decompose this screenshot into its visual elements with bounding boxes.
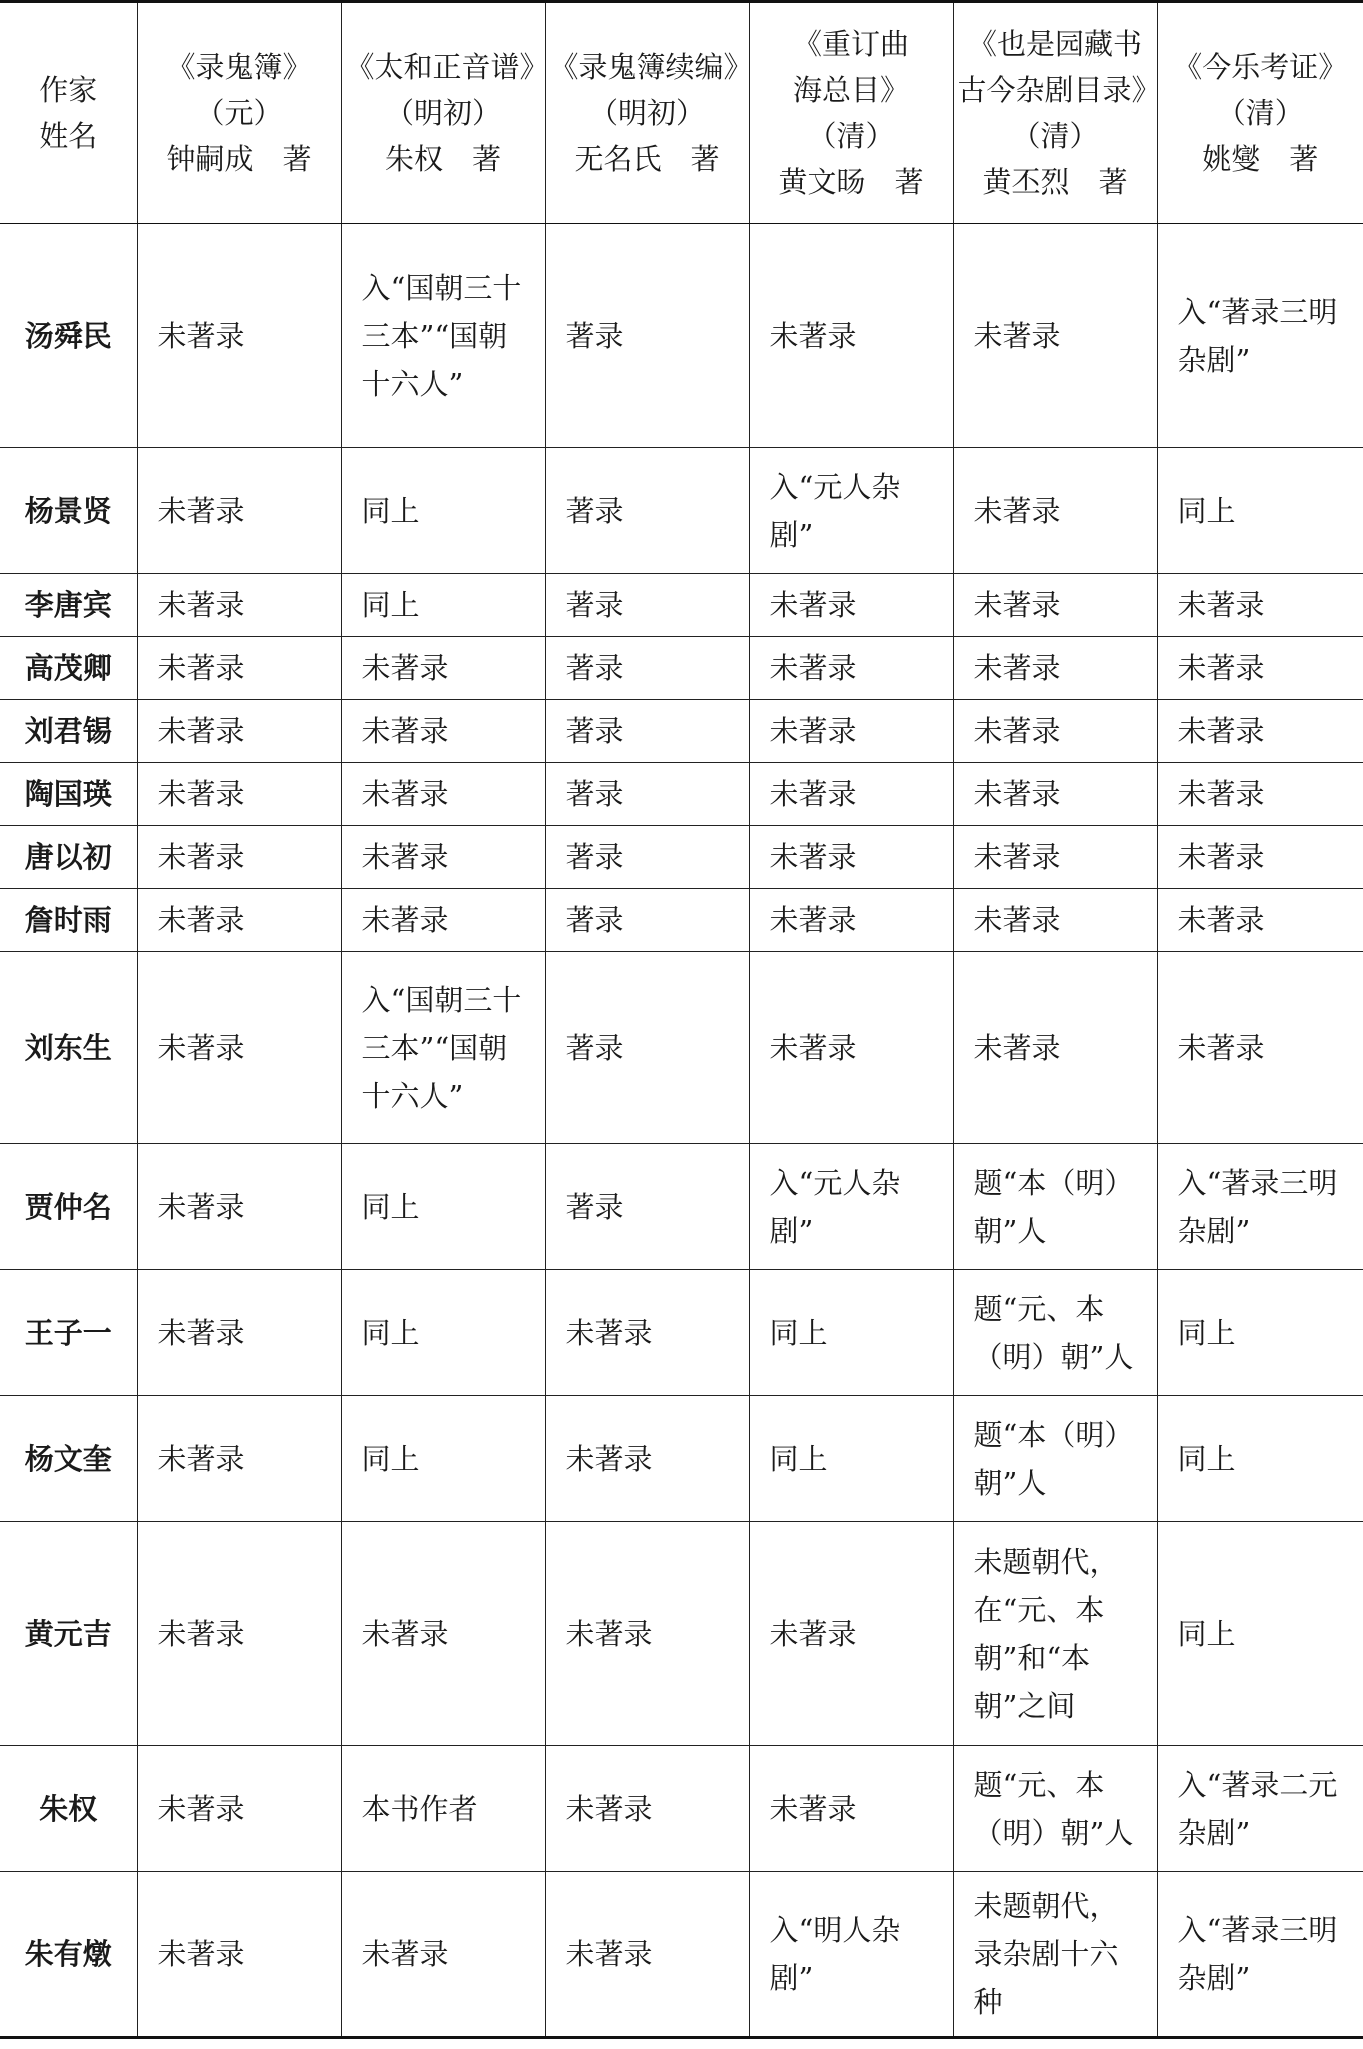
table-row [0, 1144, 1363, 1270]
catalog-cell: 同上 [341, 1144, 545, 1270]
catalog-cell: 未著录 [137, 574, 341, 637]
catalog-cell: 著录 [545, 952, 749, 1144]
catalog-cell: 未著录 [137, 1270, 341, 1396]
table-row [0, 952, 1363, 1144]
header-cell: 《录鬼簿续编》 （明初） 无名氏 著 [545, 2, 749, 224]
catalog-cell: 未著录 [341, 637, 545, 700]
catalog-cell: 未著录 [545, 1522, 749, 1746]
author-name-cell: 黄元吉 [0, 1522, 137, 1746]
catalog-cell: 著录 [545, 700, 749, 763]
catalog-cell: 未著录 [341, 700, 545, 763]
catalog-cell: 未著录 [749, 763, 953, 826]
catalog-cell: 未著录 [749, 224, 953, 448]
author-name-cell: 詹时雨 [0, 889, 137, 952]
author-name-cell: 朱权 [0, 1746, 137, 1872]
author-name-cell: 高茂卿 [0, 637, 137, 700]
catalog-cell: 未著录 [953, 448, 1157, 574]
catalog-cell: 本书作者 [341, 1746, 545, 1872]
catalog-cell: 著录 [545, 1144, 749, 1270]
catalog-cell: 未著录 [137, 448, 341, 574]
header-row [0, 2, 1363, 224]
table-row [0, 224, 1363, 448]
catalog-cell: 著录 [545, 763, 749, 826]
catalog-cell: 题“元、本（明）朝”人 [953, 1270, 1157, 1396]
catalog-cell: 未著录 [749, 1746, 953, 1872]
catalog-cell: 未著录 [341, 1522, 545, 1746]
catalog-cell: 同上 [1157, 1522, 1363, 1746]
catalog-cell: 入“元人杂剧” [749, 1144, 953, 1270]
catalog-cell: 未著录 [137, 1522, 341, 1746]
table-row [0, 1872, 1363, 2038]
catalog-cell: 入“著录三明杂剧” [1157, 1872, 1363, 2038]
catalog-cell: 未著录 [545, 1872, 749, 2038]
header-cell: 《太和正音谱》 （明初） 朱权 著 [341, 2, 545, 224]
catalog-cell: 未著录 [1157, 700, 1363, 763]
catalog-cell: 入“国朝三十三本”“国朝十六人” [341, 952, 545, 1144]
catalog-cell: 未著录 [953, 637, 1157, 700]
catalog-cell: 未著录 [545, 1746, 749, 1872]
catalog-cell: 未著录 [341, 1872, 545, 2038]
author-name-cell: 贾仲名 [0, 1144, 137, 1270]
catalog-cell: 同上 [341, 448, 545, 574]
author-name-cell: 李唐宾 [0, 574, 137, 637]
catalog-cell: 著录 [545, 574, 749, 637]
catalog-cell: 未著录 [1157, 637, 1363, 700]
catalog-cell: 同上 [341, 1396, 545, 1522]
catalog-cell: 同上 [341, 1270, 545, 1396]
catalog-cell: 未著录 [749, 637, 953, 700]
catalog-cell: 未著录 [137, 1396, 341, 1522]
catalog-cell: 未著录 [137, 637, 341, 700]
catalog-cell: 未著录 [1157, 889, 1363, 952]
catalog-cell: 未著录 [749, 574, 953, 637]
catalog-cell: 同上 [341, 574, 545, 637]
catalog-cell: 未著录 [953, 224, 1157, 448]
catalog-cell: 未题朝代，在“元、本朝”和“本朝”之间 [953, 1522, 1157, 1746]
catalog-cell: 未著录 [749, 952, 953, 1144]
catalog-cell: 未著录 [953, 952, 1157, 1144]
catalog-cell: 著录 [545, 448, 749, 574]
table-row [0, 1270, 1363, 1396]
catalog-cell: 未著录 [137, 1872, 341, 2038]
catalog-cell: 未著录 [953, 826, 1157, 889]
author-name-cell: 刘东生 [0, 952, 137, 1144]
author-name-cell: 杨文奎 [0, 1396, 137, 1522]
table-row [0, 700, 1363, 763]
author-name-cell: 陶国瑛 [0, 763, 137, 826]
catalog-cell: 同上 [1157, 448, 1363, 574]
catalog-cell: 未著录 [137, 1144, 341, 1270]
catalog-cell: 同上 [749, 1270, 953, 1396]
catalog-cell: 未著录 [137, 889, 341, 952]
catalog-cell: 未著录 [137, 826, 341, 889]
author-name-cell: 杨景贤 [0, 448, 137, 574]
catalog-cell: 未著录 [749, 700, 953, 763]
catalog-cell: 未著录 [749, 826, 953, 889]
catalog-cell: 入“元人杂剧” [749, 448, 953, 574]
catalog-cell: 未著录 [137, 952, 341, 1144]
catalog-cell: 未著录 [137, 1746, 341, 1872]
catalog-cell: 未著录 [137, 224, 341, 448]
catalog-cell: 未著录 [341, 763, 545, 826]
catalog-cell: 未著录 [749, 1522, 953, 1746]
catalog-cell: 著录 [545, 889, 749, 952]
header-cell: 《今乐考证》 （清） 姚燮 著 [1157, 2, 1363, 224]
header-cell: 作家 姓名 [0, 2, 137, 224]
catalog-cell: 未著录 [953, 889, 1157, 952]
catalog-cell: 未著录 [1157, 763, 1363, 826]
catalog-cell: 未著录 [341, 889, 545, 952]
author-name-cell: 唐以初 [0, 826, 137, 889]
catalog-cell: 未著录 [137, 763, 341, 826]
catalog-cell: 入“著录三明杂剧” [1157, 224, 1363, 448]
catalog-cell: 未著录 [341, 826, 545, 889]
table-row [0, 1746, 1363, 1872]
table-row [0, 1522, 1363, 1746]
catalog-cell: 同上 [749, 1396, 953, 1522]
catalog-cell: 未著录 [953, 763, 1157, 826]
author-name-cell: 刘君锡 [0, 700, 137, 763]
catalog-cell: 未著录 [953, 574, 1157, 637]
table-row [0, 637, 1363, 700]
catalog-cell: 未著录 [749, 889, 953, 952]
header-cell: 《录鬼簿》 （元） 钟嗣成 著 [137, 2, 341, 224]
catalog-cell: 未著录 [953, 700, 1157, 763]
catalog-cell: 同上 [1157, 1396, 1363, 1522]
author-name-cell: 王子一 [0, 1270, 137, 1396]
table-row [0, 1396, 1363, 1522]
table-row [0, 574, 1363, 637]
table-row [0, 448, 1363, 574]
catalog-cell: 著录 [545, 826, 749, 889]
catalog-cell: 未著录 [545, 1270, 749, 1396]
catalog-cell: 著录 [545, 224, 749, 448]
header-cell: 《重订曲 海总目》 （清） 黄文旸 著 [749, 2, 953, 224]
catalog-cell: 未题朝代，录杂剧十六种 [953, 1872, 1157, 2038]
catalog-cell: 题“元、本（明）朝”人 [953, 1746, 1157, 1872]
catalog-cell: 题“本（明）朝”人 [953, 1144, 1157, 1270]
header-cell: 《也是园藏书 古今杂剧目录》 （清） 黄丕烈 著 [953, 2, 1157, 224]
catalog-cell: 入“明人杂剧” [749, 1872, 953, 2038]
catalog-cell: 同上 [1157, 1270, 1363, 1396]
table-row [0, 826, 1363, 889]
table-row [0, 889, 1363, 952]
catalog-cell: 入“国朝三十三本”“国朝十六人” [341, 224, 545, 448]
author-name-cell: 汤舜民 [0, 224, 137, 448]
catalog-cell: 题“本（明）朝”人 [953, 1396, 1157, 1522]
table-row [0, 763, 1363, 826]
catalog-cell: 著录 [545, 637, 749, 700]
catalog-cell: 未著录 [1157, 574, 1363, 637]
catalog-cell: 入“著录二元杂剧” [1157, 1746, 1363, 1872]
author-name-cell: 朱有燉 [0, 1872, 137, 2038]
catalog-cell: 未著录 [137, 700, 341, 763]
catalog-cell: 未著录 [545, 1396, 749, 1522]
catalog-cell: 入“著录三明杂剧” [1157, 1144, 1363, 1270]
catalog-cell: 未著录 [1157, 826, 1363, 889]
catalog-cell: 未著录 [1157, 952, 1363, 1144]
